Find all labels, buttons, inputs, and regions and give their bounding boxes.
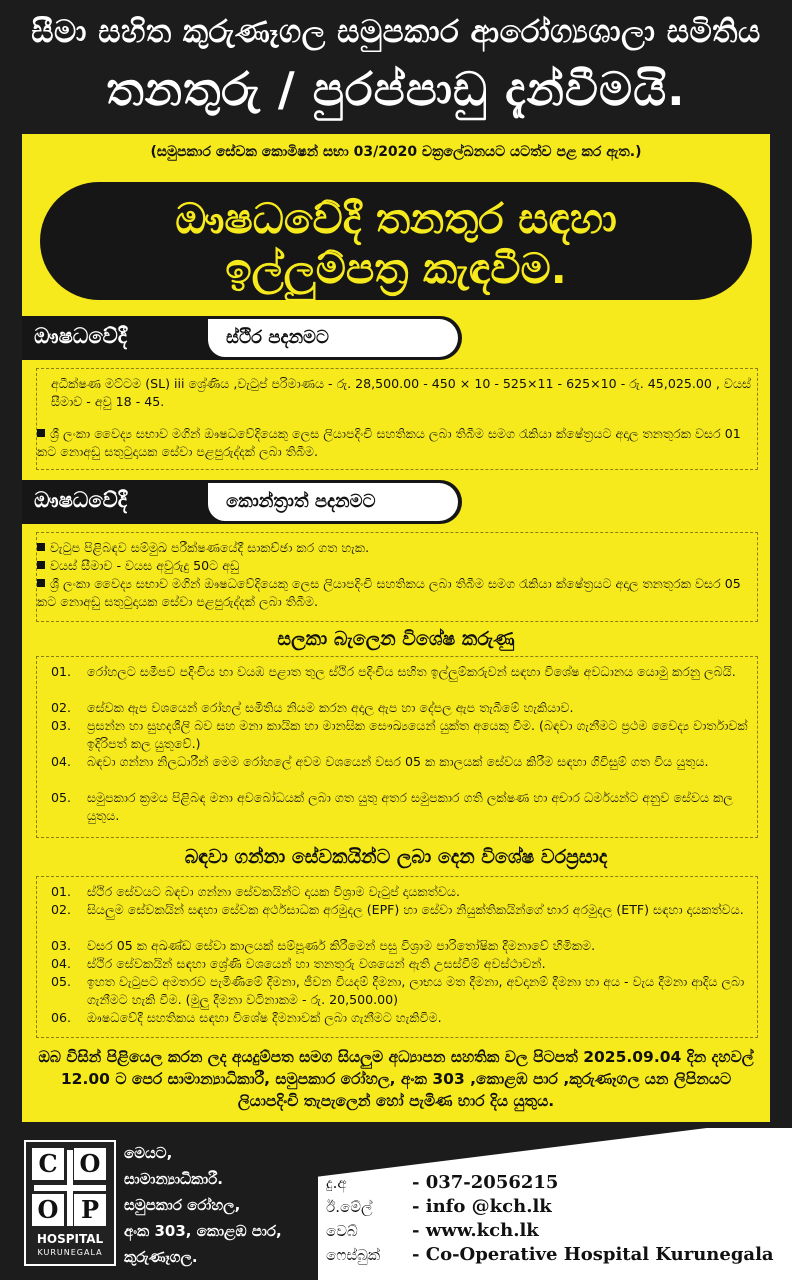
bullet-square-icon bbox=[37, 579, 45, 587]
header bbox=[0, 0, 792, 130]
headline-line-1: ඖෂධවේදී තනතුර සඳහා bbox=[175, 194, 617, 243]
headline-banner bbox=[40, 182, 752, 300]
contract-box bbox=[36, 532, 758, 622]
logo-letter: P bbox=[74, 1194, 106, 1226]
bullet-square-icon bbox=[37, 543, 45, 551]
contract-category-bar bbox=[22, 480, 770, 524]
permanent-basis-label: ස්ථිර පදනමට bbox=[226, 327, 329, 348]
content-panel bbox=[22, 134, 770, 1122]
special-points-box: 01. රෝහලට සමීපව පදිංචිය හා වයඹ පළාත තුල ස්ථිර පදිංචිය සහිත ඉල්ලුම්කරුවන් සඳහා විශේෂ අවධානය යොමු කරනු ලබයි. 02. සේවක ඇප වශයෙන් රෝහල් සමිතිය නියම කරන අදාල ඇප හා දේපල ඇප තැබීමේ හැකියාව. 03. ප්‍රසන්න හා සුහදශීලි බව සහ මනා කායික හා මානසික සෞඛ්‍යයෙන් යුක්ත අයෙකු වීම. (බඳවා ගැනීමට ප්‍රථම වෛද්‍ය වාර්තාවක් ඉදිරිපත් කල යුතුවේ.) 04. බඳවා ගන්නා නිලධාරීන් මෙම රෝහලේ අවම වශයෙන් වසර 05 ක කාලයක් සේවය කිරීම සඳහා ගිවිසුම් ගත විය යුතුය. 05. සමුපකාර ක්‍රමය පිළිබඳ මනා අවබෝධයක් ලබා ගත යුතු අතර සමුපකාර ගති ලක්ෂණ හා අචාර ධර්මයන්ට අනුව සේවය කල යුතුය. bbox=[36, 656, 758, 838]
permanent-box bbox=[36, 368, 758, 470]
privileges-title: බඳවා ගන්නා සේවකයින්ට ලබා දෙන විශේෂ වරප්‍රසාද bbox=[184, 846, 608, 868]
bullet-square-icon bbox=[37, 561, 45, 569]
logo-letter: O bbox=[74, 1148, 106, 1180]
logo-letter: C bbox=[32, 1148, 64, 1180]
organization-name: සීමා සහිත කුරුණෑගල සමුපකාර ආරෝග්‍යශාලා සමිතිය bbox=[31, 14, 761, 50]
permanent-salary: අධීක්ෂණ මට්ටම (SL) iii ශ්‍රේණිය ,වැටුප් පරිමාණය - රු. 28,500.00 - 450 × 10 - 525×11 - 625×10 - රු. 45,025.00 , වයස් සීමාව - අවු 18 - 45. bbox=[51, 376, 752, 409]
circular-note: (සමුපකාර සේවක කොමිෂන් සභා 03/2020 චක්‍රලේඛනයට යටත්ව පළ කර ඇත.) bbox=[150, 144, 642, 160]
privileges-box: 01. ස්ථිර සේවයට බඳවා ගන්නා සේවකයින්ට දායක විශ්‍රාම වැටුප් දායකත්වය. 02. සියලුම සේවකයින් සඳහා සේවක අර්ථසාධක අරමුදල (EPF) හා සේවා නියුක්තිකයින්ගේ භාර අරමුදල (ETF) සඳහා දායකත්වය. 03. වසර 05 ක අඛණ්ඩ සේවා කාලයක් සම්පූර්ණ කිරීමෙන් පසු විශ්‍රාම පාරිතෝෂික දීමනාවේ හිමිකම. 04. ස්ථිර සේවකයින් සඳහා ශ්‍රේණි වශයෙන් හා තනතුරු වශයෙන් ඇති උසස්වීම් අවස්ථාවන්. 05. ඉහත වැටුපට අමතරව පැමිණීමේ දීමනා, ජීවන වියදම් දීමනා, ලාභය මත දීමනා, අවදානම් දීමනා හා අය - වැය දීමනා ආදිය ලබා ගැනීමට හැකි වීම. (මුලු දීමනා වටිනාකම - රු. 20,500.00) 06. ඖෂධවේදී සහතිකය සඳහා විශේෂ දීමනාවක් ලබා ගැනීමට හැකිවීම. bbox=[36, 876, 758, 1038]
logo-name: HOSPITAL bbox=[36, 1232, 104, 1246]
application-instructions: ඔබ විසින් පිළියෙල කරන ලද අයදුම්පත සමග සියලුම අධ්‍යාපන සහතික වල පිටපත් 2025.09.04 දින දහවල් 12.00 ට පෙර සාමාන්‍යාධිකාරී, සමුපකාර රෝහල, අංක 303 ,කොළඹ පාර ,කුරුණෑගල යන ලිපිනයට ලියාපදිංචි තැපැලෙන් හෝ පැමිණ භාර දිය යුතුය. bbox=[38, 1048, 754, 1110]
permanent-category-bar bbox=[22, 316, 770, 360]
headline-line-2: ඉල්ලුම්පත්‍ර කැඳවීම. bbox=[225, 244, 567, 293]
contract-basis-label: කොන්ත්‍රාත් පදනමට bbox=[226, 491, 376, 512]
mailing-address: මෙයට, සාමාන්‍යාධිකාරී. සමුපකාර රෝහල, අංක 303, කොළඹ පාර, කුරුණෑගල. bbox=[124, 1144, 282, 1266]
permanent-post-label: ඖෂධවේදී bbox=[34, 324, 128, 348]
bullet-square-icon bbox=[37, 429, 45, 437]
logo-city: KURUNEGALA bbox=[37, 1248, 103, 1257]
contract-item: ශ්‍රී ලංකා වෛද්‍ය සභාව මගින් ඖෂධවේදියෙකු ලෙස ලියාපදිංචි සහතිකය ලබා තිබීම සමග රැකියා ක්ෂේත්‍රයට අදාල තනතුරක වසර 05 කට නොඅඩු සතුටුදායක සේවා පළපුරුද්දක් ලබා තිබීම. bbox=[37, 576, 741, 609]
contract-post-label: ඖෂධවේදී bbox=[34, 488, 128, 512]
footer: C O O P HOSPITAL KURUNEGALA මෙයට, සාමාන්‍යාධිකාරී. සමුපකාර රෝහල, අංක 303, කොළඹ පාර, කුරුණෑගල. දු.අ - 037-2056215 ඊ.මේල් - info @kch.lk වෙබ් - www.kch.lk ෆෙස්බුක් - Co-Operative Hospital Kurunegala bbox=[0, 1128, 792, 1280]
notice-title: තනතුරු / පුරප්පාඩු දැන්වීමයි. bbox=[106, 62, 686, 116]
permanent-requirement: ශ්‍රී ලංකා වෛද්‍ය සභාව මගින් ඖෂධවේදියෙකු ලෙස ලියාපදිංචි සහතිකය ලබා තිබීම සමග රැකියා ක්ෂේත්‍රයට අදාල තනතුරක වසර 01 කට නොඅඩු සතුටුදායක සේවා පළපුරුද්දක් ලබා තිබීම. bbox=[37, 426, 741, 459]
special-points-title: සලකා බැලෙන විශේෂ කරුණු bbox=[277, 628, 515, 650]
contract-item: වැටුප පිළිබඳව සම්මුඛ පරීක්ෂණයේදී සාකච්ඡා කර ගත හැක. bbox=[37, 539, 753, 557]
hospital-logo bbox=[24, 1140, 116, 1266]
contract-item: වයස් සීමාව - වයස අවුරුදු 50ට අඩු bbox=[37, 557, 753, 575]
logo-letter: O bbox=[32, 1194, 64, 1226]
